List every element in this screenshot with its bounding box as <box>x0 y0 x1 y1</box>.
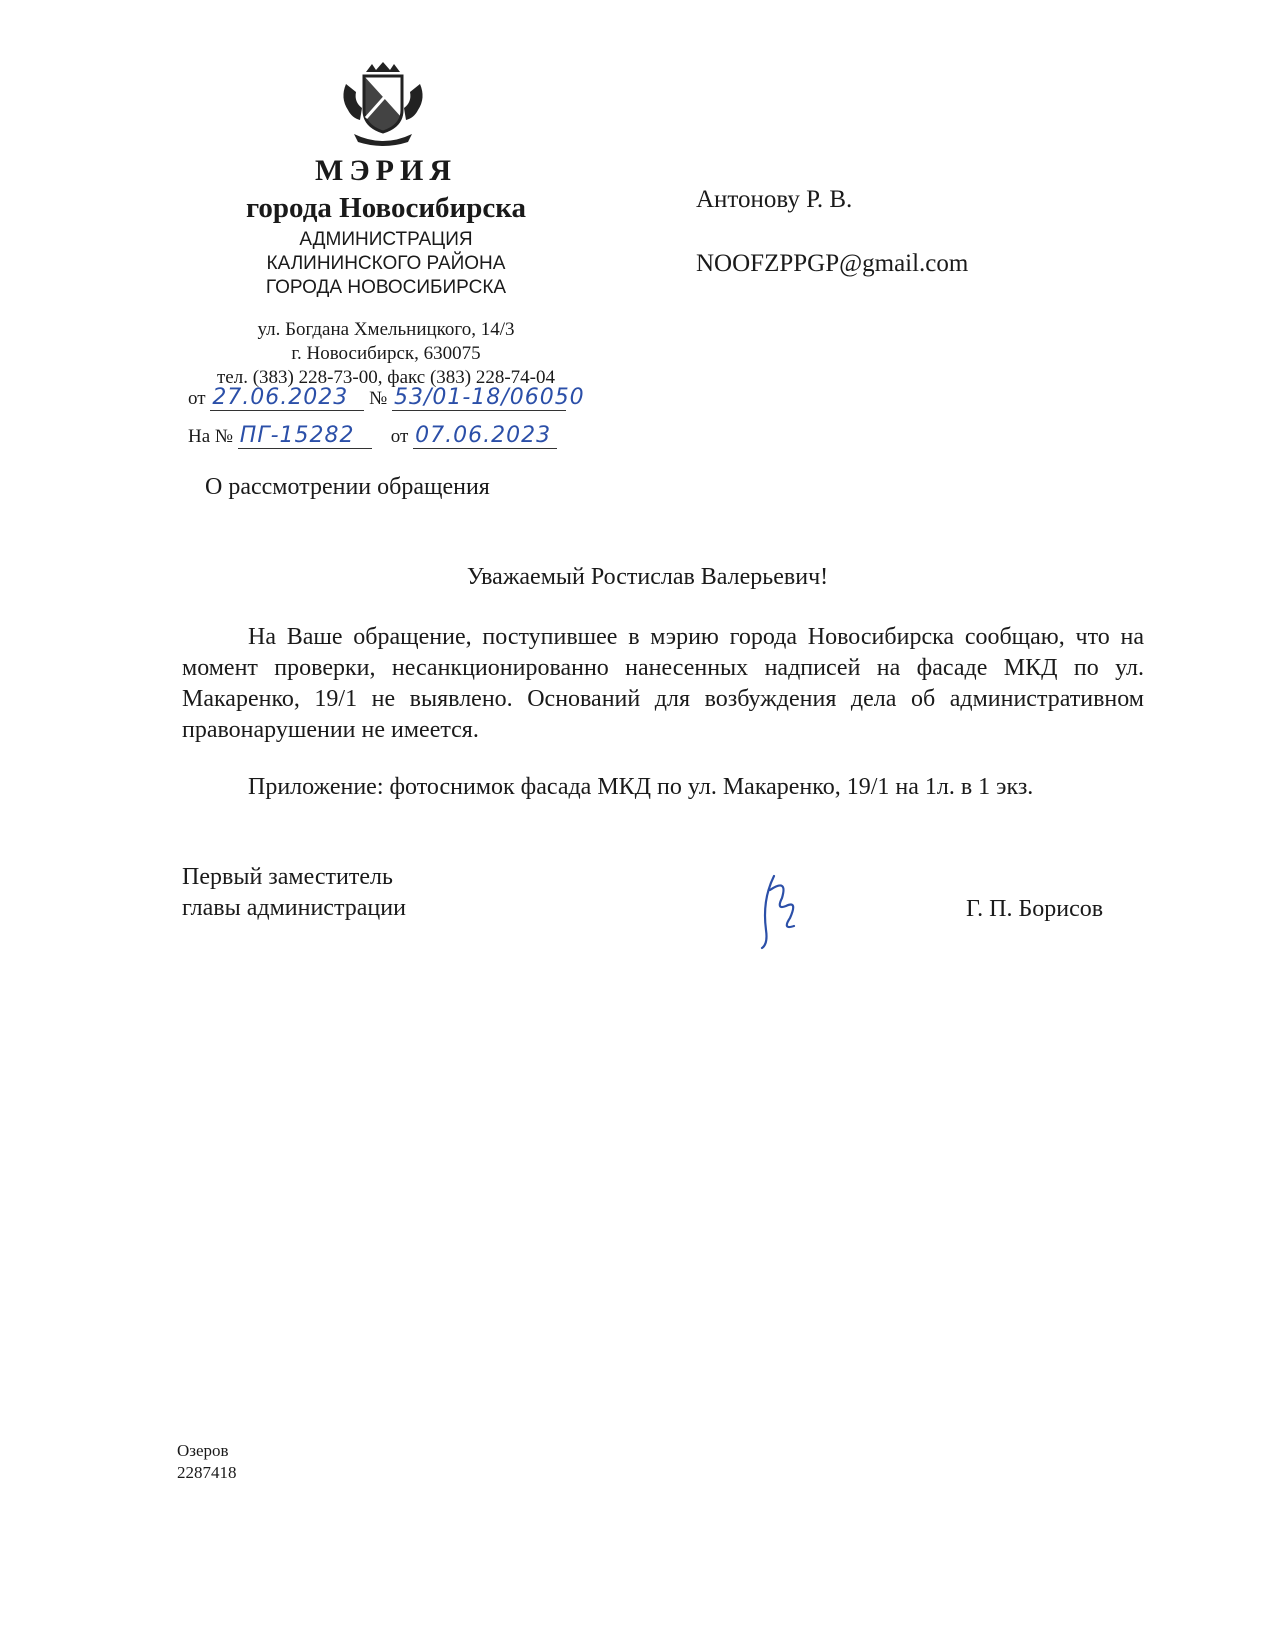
reply-from-label: от <box>390 426 409 447</box>
registration-line <box>188 385 585 411</box>
outgoing-date: 27.06.2023 <box>210 386 364 411</box>
position-line: главы администрации <box>182 895 406 921</box>
executor-phone: 2287418 <box>177 1463 237 1482</box>
dept-name <box>186 228 586 300</box>
addressee-email: NOOFZPPGP@gmail.com <box>696 250 969 277</box>
addressee-name: Антонову Р. В. <box>696 186 853 213</box>
position-line: Первый заместитель <box>182 864 393 890</box>
address-line: ул. Богдана Хмельницкого, 14/3 <box>257 319 515 340</box>
city-coat-of-arms-emblem <box>336 58 430 148</box>
signatory-name: Г. П. Борисов <box>966 896 1104 922</box>
executor-name: Озеров <box>177 1441 229 1460</box>
dept-line: ГОРОДА НОВОСИБИРСКА <box>265 277 507 298</box>
number-label: № <box>369 388 388 409</box>
outgoing-number: 53/01-18/06050 <box>393 385 585 410</box>
signatory-position <box>182 862 406 924</box>
address-line: г. Новосибирск, 630075 <box>291 343 481 364</box>
org-city: города Новосибирска <box>245 192 527 224</box>
greeting: Уважаемый Ростислав Валерьевич! <box>466 564 829 590</box>
executor-info <box>177 1440 237 1484</box>
dept-line: КАЛИНИНСКОГО РАЙОНА <box>266 253 506 274</box>
org-title: МЭРИЯ <box>315 154 457 187</box>
reply-number: ПГ-15282 <box>238 424 372 449</box>
body-paragraph: На Ваше обращение, поступившее в мэрию города Новосибирска сообщаю, что на момент проверки, несанкционированно нанесенных надписей на фасаде МКД по ул. Макаренко, 19/1 не выявлено. Оснований для возбуждения дела об административном правонарушении не имеется. <box>182 624 1144 743</box>
attachment-note: Приложение: фотоснимок фасада МКД по ул. Макаренко, 19/1 на 1л. в 1 экз. <box>248 774 1034 800</box>
reply-date: 07.06.2023 <box>413 424 557 449</box>
reply-line <box>188 424 557 449</box>
address-line: тел. (383) 228-73-00, факс (383) 228-74-04 <box>216 367 556 388</box>
reply-label: На № <box>188 426 234 447</box>
handwritten-signature <box>752 870 812 950</box>
dept-line: АДМИНИСТРАЦИЯ <box>299 229 473 250</box>
from-label: от <box>188 388 206 409</box>
letter-subject: О рассмотрении обращения <box>205 474 490 500</box>
org-address <box>186 318 586 390</box>
